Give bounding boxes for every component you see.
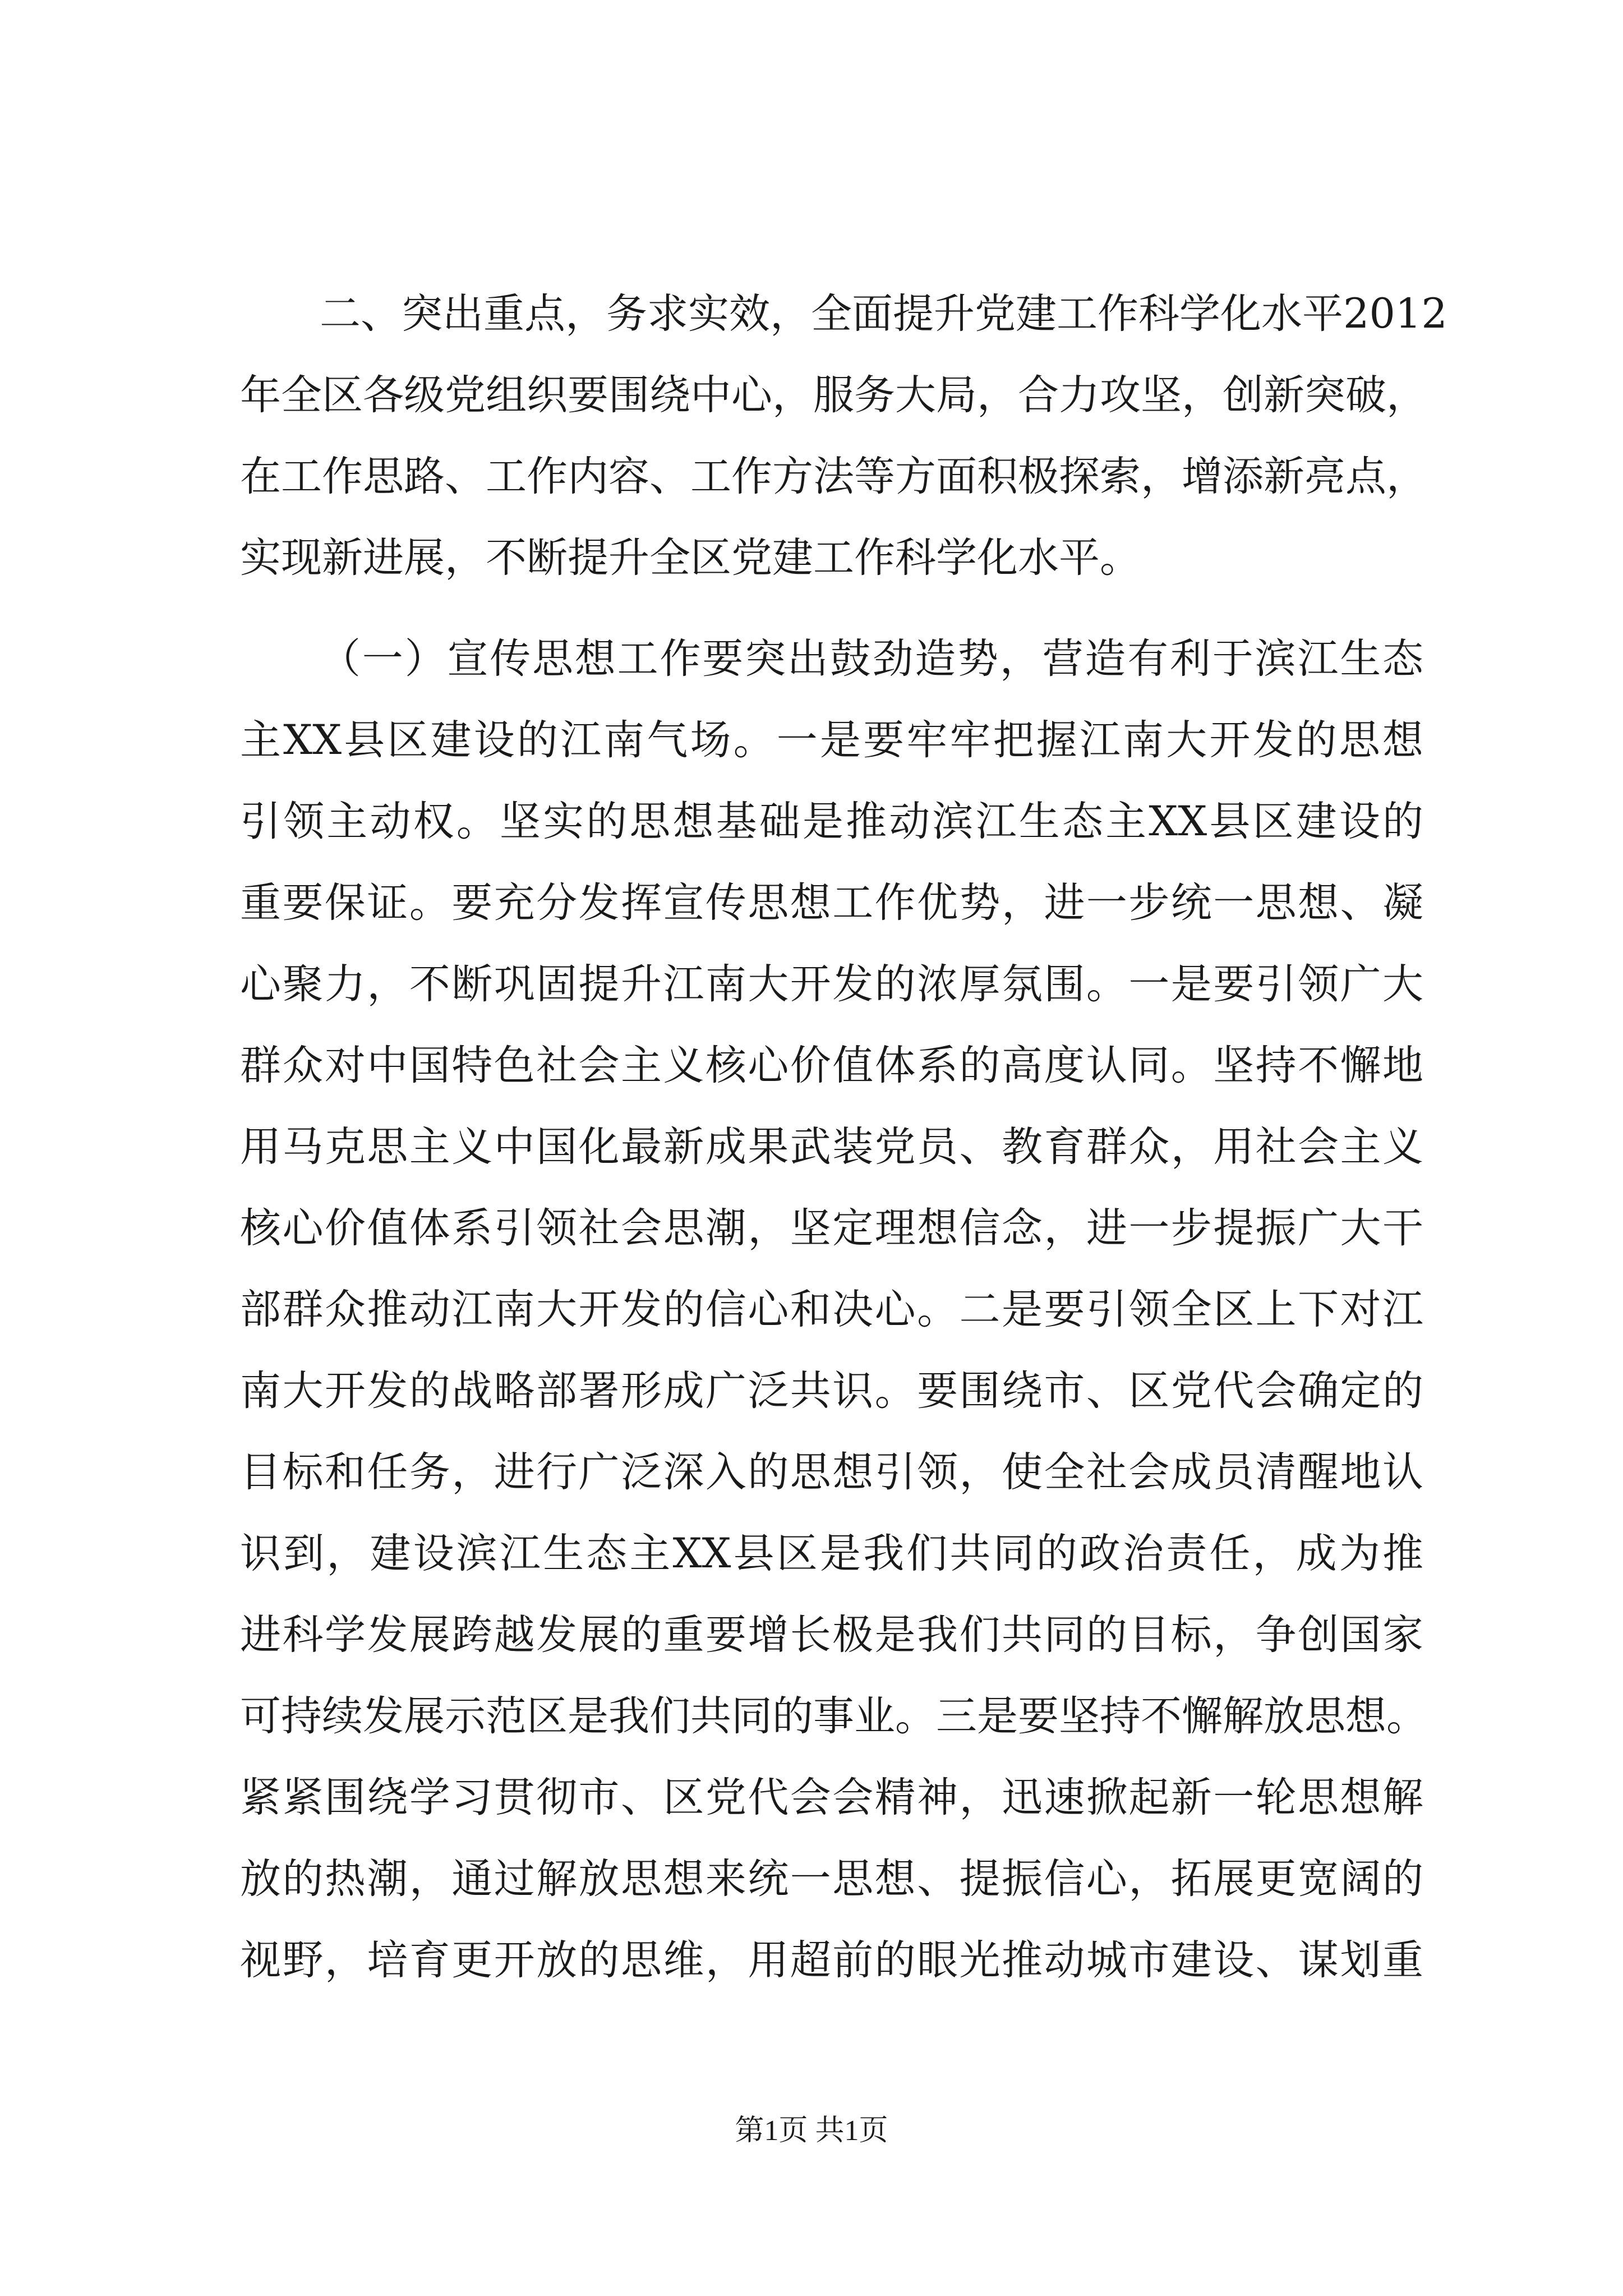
paragraph-2-line-2: 主XX县区建设的江南气场。一是要牢牢把握江南大开发的思想 bbox=[240, 716, 1423, 764]
paragraph-2-line-12: 识到，建设滨江生态主XX县区是我们共同的政治责任，成为推 bbox=[240, 1530, 1423, 1577]
paragraph-1-line-4: 实现新进展，不断提升全区党建工作科学化水平。 bbox=[240, 534, 1141, 582]
paragraph-1-line-2: 年全区各级党组织要围绕中心，服务大局，合力攻坚，创新突破， bbox=[240, 371, 1427, 419]
paragraph-2-line-13: 进科学发展跨越发展的重要增长极是我们共同的目标，争创国家 bbox=[240, 1611, 1423, 1659]
paragraph-2-line-17: 视野，培育更开放的思维，用超前的眼光推动城市建设、谋划重 bbox=[240, 1936, 1423, 1984]
paragraph-1-line-3: 在工作思路、工作内容、工作方法等方面积极探索，增添新亮点， bbox=[240, 453, 1427, 500]
paragraph-2-line-5: 心聚力，不断巩固提升江南大开发的浓厚氛围。一是要引领广大 bbox=[240, 960, 1423, 1008]
paragraph-2-line-9: 部群众推动江南大开发的信心和决心。二是要引领全区上下对江 bbox=[240, 1286, 1423, 1333]
paragraph-2-line-11: 目标和任务，进行广泛深入的思想引领，使全社会成员清醒地认 bbox=[240, 1448, 1423, 1496]
paragraph-2-line-16: 放的热潮，通过解放思想来统一思想、提振信心，拓展更宽阔的 bbox=[240, 1855, 1423, 1903]
paragraph-2-line-3: 引领主动权。坚实的思想基础是推动滨江生态主XX县区建设的 bbox=[240, 798, 1423, 845]
paragraph-2-line-14: 可持续发展示范区是我们共同的事业。三是要坚持不懈解放思想。 bbox=[240, 1692, 1427, 1740]
paragraph-1-line-1: 二、突出重点，务求实效，全面提升党建工作科学化水平2012 bbox=[320, 290, 1447, 338]
paragraph-2-line-15: 紧紧围绕学习贯彻市、区党代会会精神，迅速掀起新一轮思想解 bbox=[240, 1774, 1423, 1821]
paragraph-2-line-10: 南大开发的战略部署形成广泛共识。要围绕市、区党代会确定的 bbox=[240, 1367, 1423, 1415]
paragraph-2-line-6: 群众对中国特色社会主义核心价值体系的高度认同。坚持不懈地 bbox=[240, 1042, 1423, 1089]
paragraph-2-line-4: 重要保证。要充分发挥宣传思想工作优势，进一步统一思想、凝 bbox=[240, 879, 1423, 927]
paragraph-2-line-1: （一）宣传思想工作要突出鼓劲造势，营造有利于滨江生态 bbox=[320, 635, 1423, 683]
paragraph-2-line-7: 用马克思主义中国化最新成果武装党员、教育群众，用社会主义 bbox=[240, 1123, 1423, 1171]
page-number-footer: 第1页 共1页 bbox=[735, 2115, 888, 2147]
paragraph-2-line-8: 核心价值体系引领社会思潮，坚定理想信念，进一步提振广大干 bbox=[240, 1204, 1423, 1252]
